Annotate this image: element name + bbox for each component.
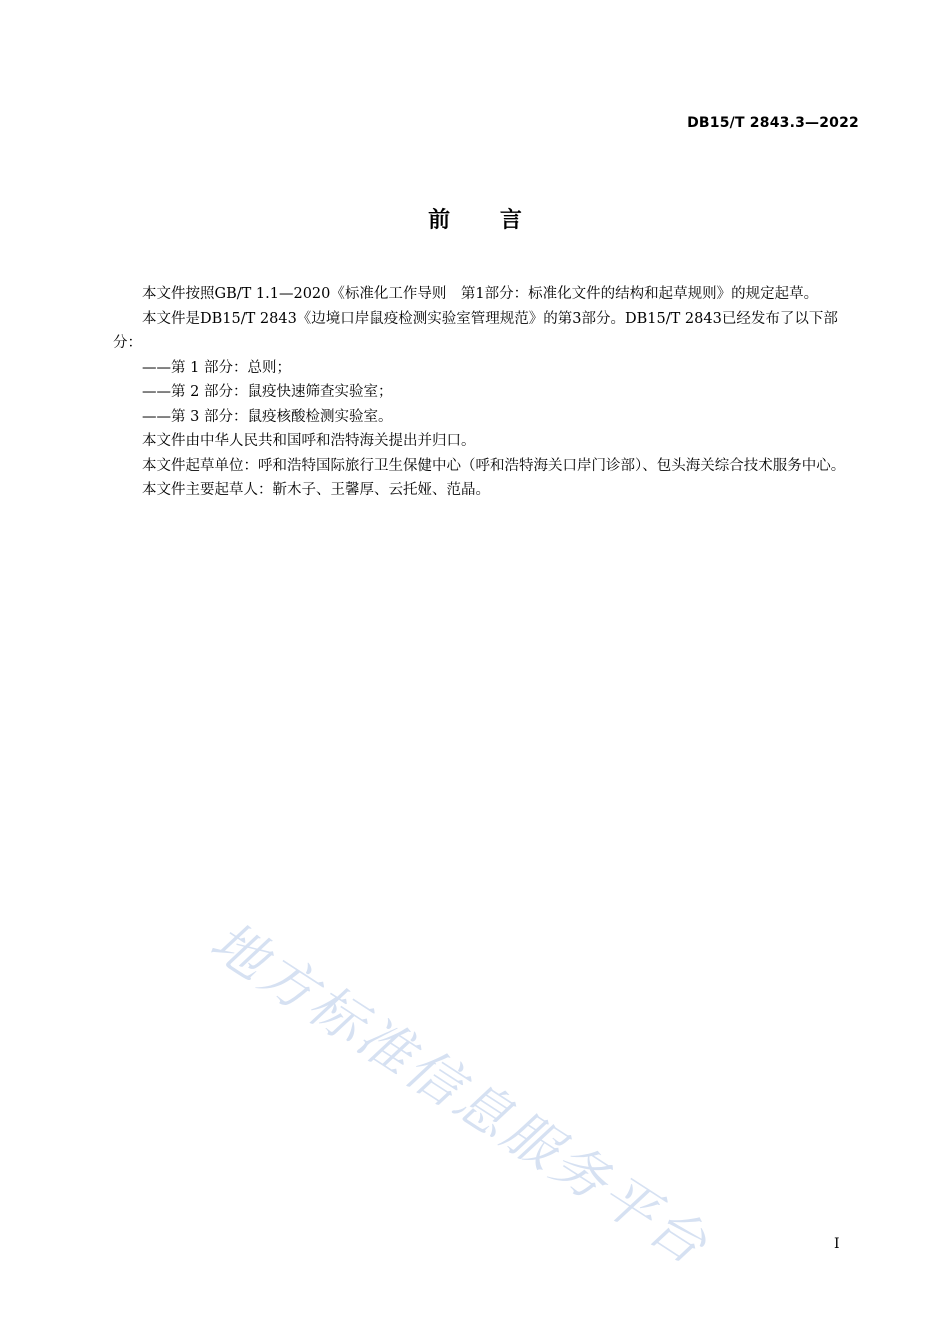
watermark: 地方标准信息服务平台 bbox=[199, 909, 721, 1278]
paragraph-drafters: 本文件主要起草人：靳木子、王馨厚、云托娅、范晶。 bbox=[142, 482, 490, 498]
list-item-part-3: ——第 3 部分：鼠疫核酸检测实验室。 bbox=[142, 408, 393, 425]
list-item-part-2: ——第 2 部分：鼠疫快速筛查实验室； bbox=[142, 384, 393, 400]
paragraph-proposer: 本文件由中华人民共和国呼和浩特海关提出并归口。 bbox=[142, 433, 476, 449]
list-item-part-1: ——第 1 部分：总则； bbox=[142, 359, 291, 376]
paragraph-drafting-units: 本文件起草单位：呼和浩特国际旅行卫生保健中心（呼和浩特海关口岸门诊部）、包头海关综合技术服务中心。 bbox=[142, 457, 846, 474]
page-title bbox=[0, 203, 950, 234]
document-code: DB15/T 2843.3—2022 bbox=[687, 115, 859, 131]
page-title-text: 前 言 bbox=[428, 208, 522, 233]
page-number: I bbox=[834, 1236, 840, 1252]
foreword-body bbox=[113, 282, 861, 503]
paragraph-drafting-rules: 本文件按照GB/T 1.1—2020《标准化工作导则 第1部分：标准化文件的结构和起草规则》的规定起草。 bbox=[142, 286, 819, 302]
paragraph-series-info: 本文件是DB15/T 2843《边境口岸鼠疫检测实验室管理规范》的第3部分。DB15/T 2843已经发布了以下部分： bbox=[113, 310, 838, 351]
